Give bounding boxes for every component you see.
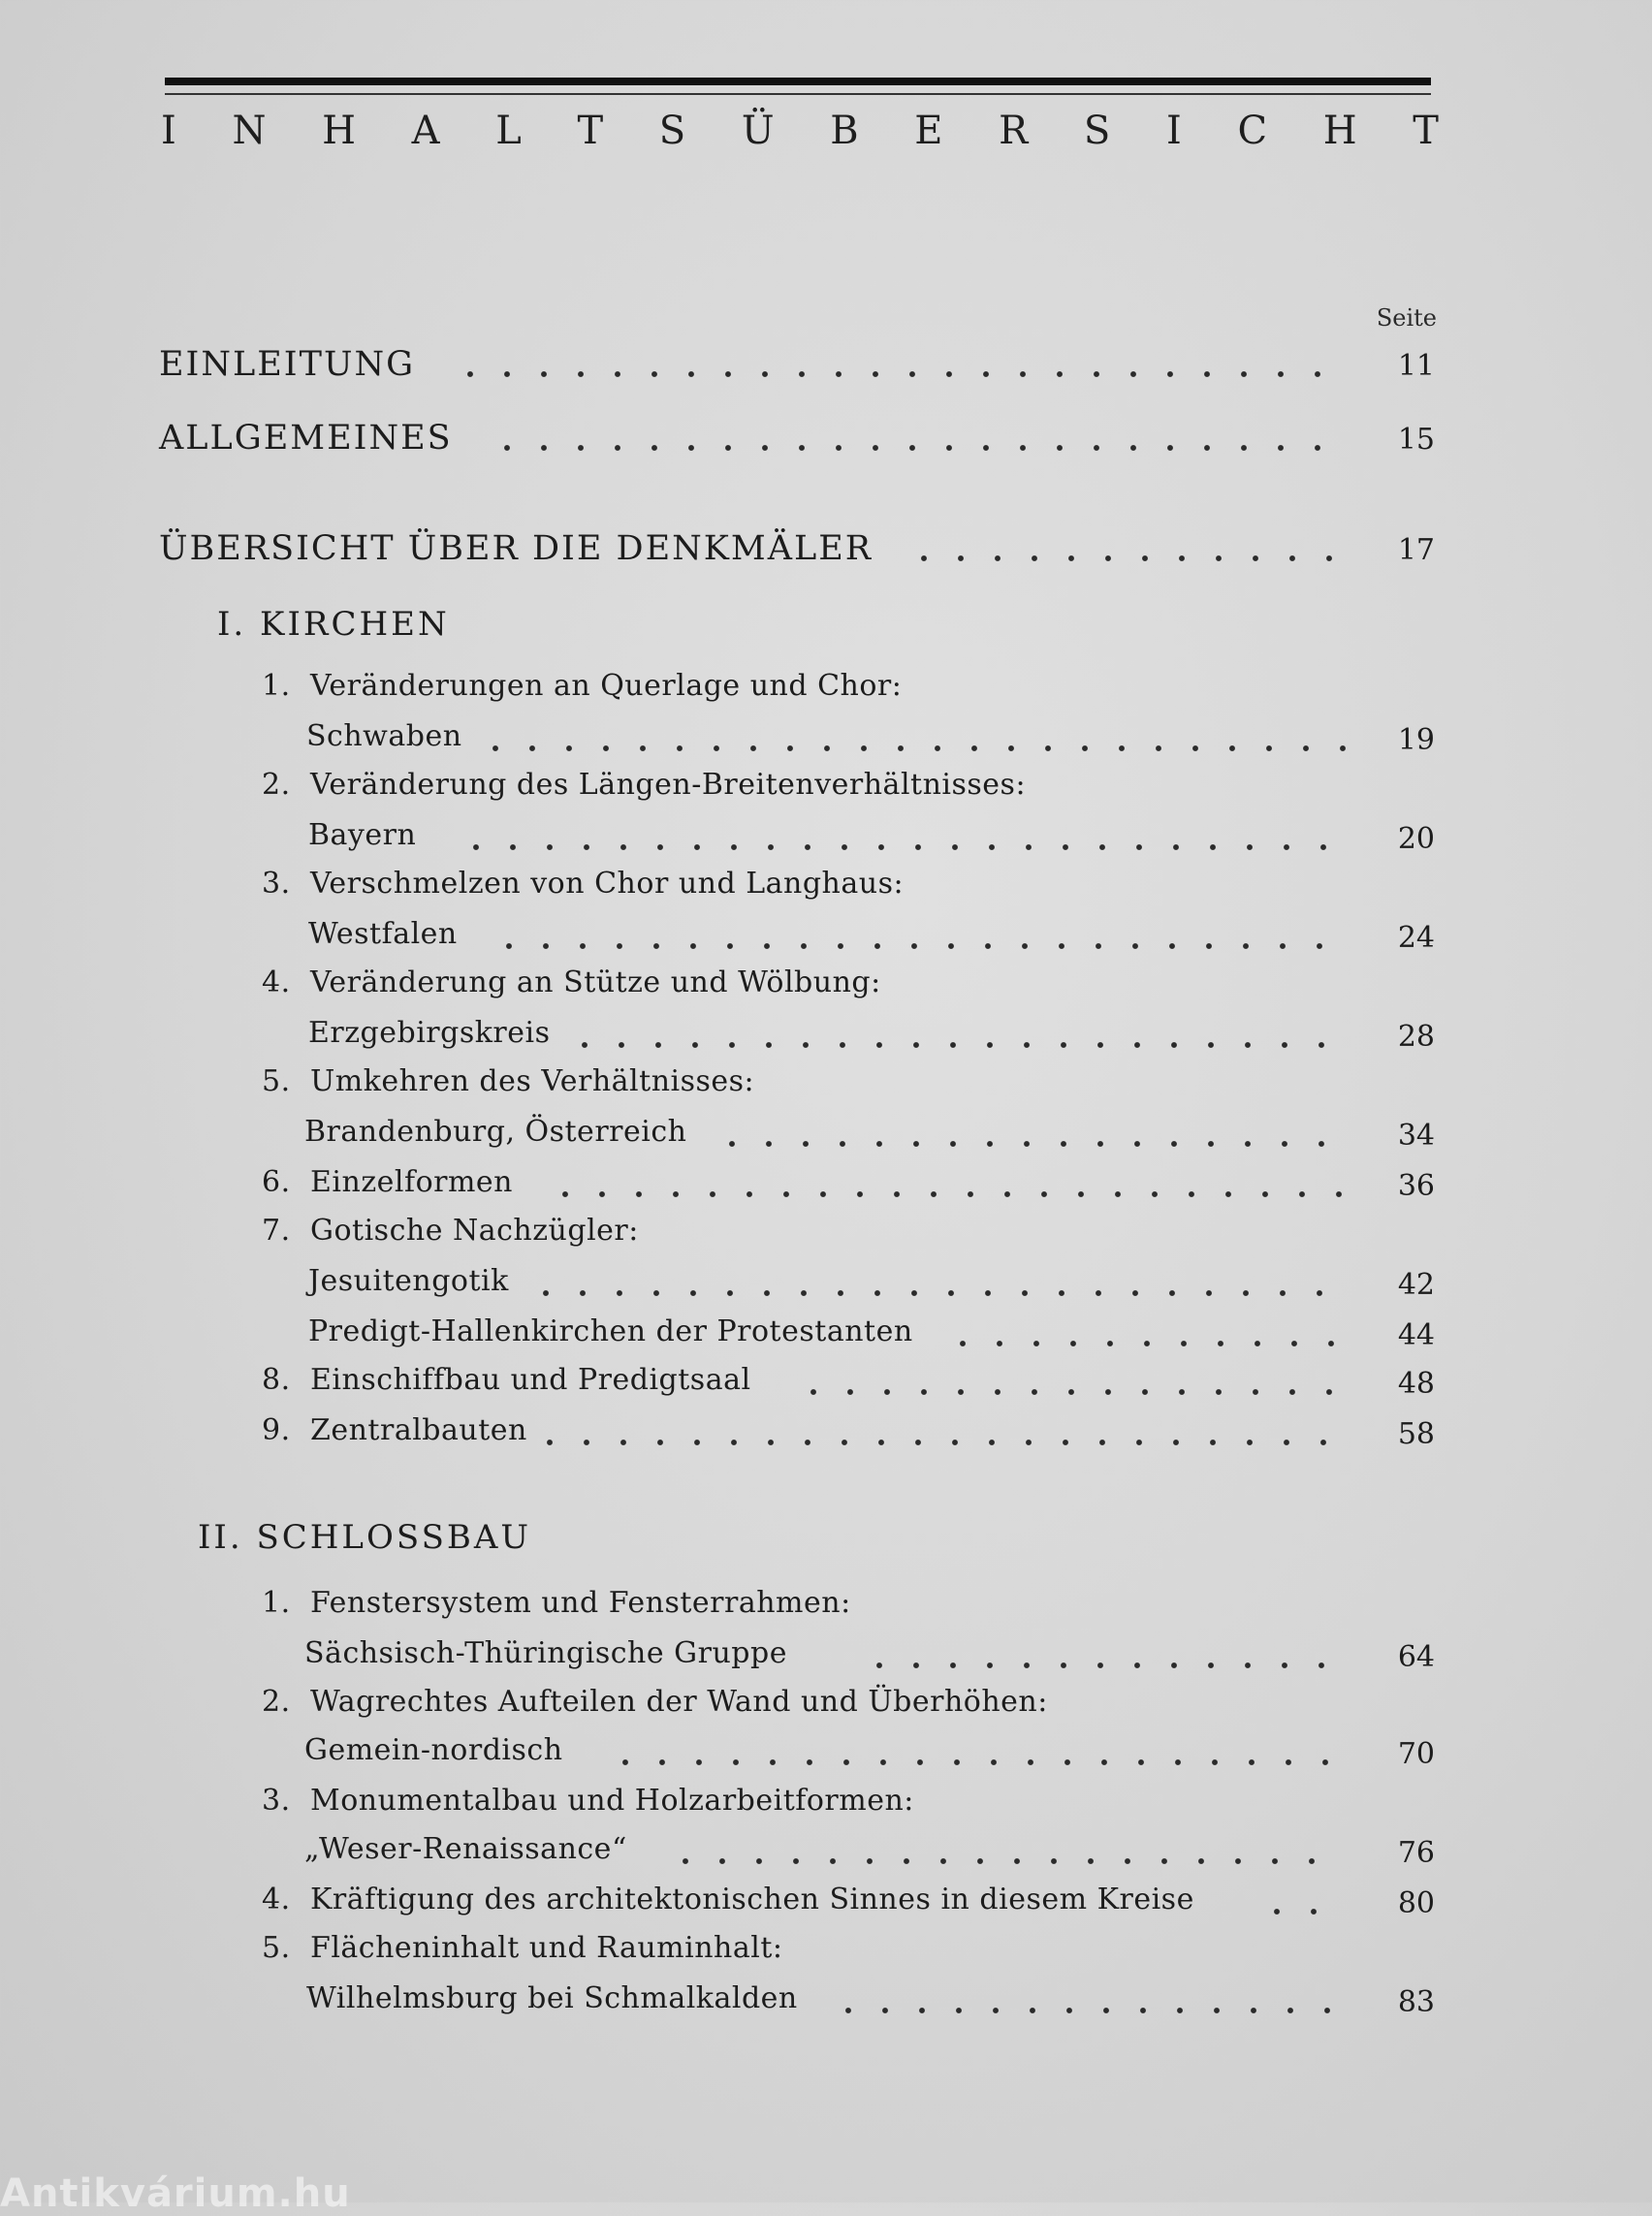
toc-subitem-label: Bayern: [308, 818, 417, 852]
item-number: 9.: [262, 1413, 291, 1447]
toc-item: [0, 1409, 1652, 1458]
item-number: 8.: [262, 1363, 291, 1397]
toc-entry-uebersicht: [0, 525, 1652, 574]
page-number: 76: [1397, 1836, 1435, 1870]
page-number: 70: [1397, 1737, 1435, 1771]
toc-item: [0, 764, 1652, 812]
toc-item-title: [262, 1214, 639, 1248]
title-letter: Ü: [741, 109, 775, 153]
page-number: 15: [1397, 423, 1435, 457]
toc-subitem: [0, 1012, 1652, 1061]
section-heading-schlossbau: II. SCHLOSSBAU: [198, 1518, 532, 1557]
toc-item: [0, 1061, 1652, 1109]
page-number: 28: [1397, 1020, 1435, 1054]
toc-subitem-label: Schwaben: [306, 719, 462, 753]
toc-subitem: [0, 814, 1652, 863]
item-number: 2.: [262, 1685, 291, 1719]
toc-item-title: [262, 1165, 513, 1199]
item-title-text: Umkehren des Verhältnisses:: [310, 1064, 755, 1098]
title-letter: S: [1083, 109, 1111, 153]
item-title-text: Veränderung des Längen-Breitenverhältnisses:: [310, 768, 1027, 802]
toc-subitem: [0, 913, 1652, 962]
item-number: 2.: [262, 768, 291, 802]
toc-item: [0, 1780, 1652, 1828]
toc-subitem: [0, 1632, 1652, 1681]
title-letter: T: [1413, 109, 1439, 153]
toc-subitem: [0, 1978, 1652, 2026]
item-title-text: Flächeninhalt und Rauminhalt:: [310, 1931, 783, 1965]
toc-subitem: [0, 1111, 1652, 1159]
item-number: 1.: [262, 1586, 291, 1620]
toc-item: [0, 1582, 1652, 1630]
page-number: 44: [1397, 1318, 1435, 1352]
header-rule-thick: [165, 78, 1431, 85]
page-number: 20: [1397, 822, 1435, 856]
toc-subitem-label: Gemein-nordisch: [304, 1733, 563, 1767]
leader-dots: [1258, 1902, 1346, 1921]
toc-entry-allgemeines: [0, 415, 1652, 463]
item-number: 4.: [262, 1883, 291, 1916]
toc-subitem-label: Westfalen: [308, 917, 458, 951]
item-title-text: Monumentalbau und Holzarbeitformen:: [310, 1784, 914, 1818]
toc-subitem: [0, 1311, 1652, 1359]
leader-dots: [714, 1134, 1346, 1154]
title-letter: N: [232, 109, 267, 153]
toc-item: [0, 863, 1652, 911]
toc-item: [0, 1879, 1652, 1927]
toc-subitem: [0, 1828, 1652, 1877]
toc-subitem: [0, 1260, 1652, 1309]
title-letter: I: [161, 109, 176, 153]
title-letter: E: [914, 109, 943, 153]
leader-dots: [491, 936, 1346, 956]
page-number: 36: [1397, 1169, 1435, 1203]
toc-item: [0, 1161, 1652, 1210]
leader-dots: [905, 549, 1346, 568]
page-number: 80: [1397, 1886, 1435, 1920]
page-number: 11: [1397, 349, 1435, 383]
title-letter: C: [1237, 109, 1268, 153]
page-number: 19: [1397, 723, 1435, 757]
title-letter: S: [658, 109, 686, 153]
toc-subitem-label: Sächsisch-Thüringische Gruppe: [304, 1636, 787, 1670]
title-letter: L: [495, 109, 522, 153]
title-letter: T: [577, 109, 604, 153]
page-number: 17: [1397, 533, 1435, 567]
item-number: 6.: [262, 1165, 291, 1199]
item-title-text: Kräftigung des architektonischen Sinnes in diesem Kreise: [310, 1883, 1194, 1916]
toc-subitem-label: Erzgebirgskreis: [308, 1016, 551, 1050]
item-title-text: Verschmelzen von Chor und Langhaus:: [310, 867, 905, 901]
leader-dots: [452, 364, 1346, 384]
toc-item-title: [262, 1413, 527, 1447]
toc-item-title: [262, 1685, 1048, 1719]
toc-entry-label: EINLEITUNG: [159, 345, 416, 384]
leader-dots: [944, 1334, 1346, 1353]
leader-dots: [830, 2001, 1346, 2020]
title-letter: B: [830, 109, 859, 153]
leader-dots: [531, 1433, 1346, 1452]
toc-item-title: [262, 1064, 754, 1098]
item-title-text: Veränderungen an Querlage und Chor:: [310, 669, 903, 703]
page-number: 64: [1397, 1640, 1435, 1674]
item-number: 7.: [262, 1214, 291, 1248]
toc-subitem-label: „Weser-Renaissance“: [304, 1832, 627, 1866]
title-letter: A: [411, 109, 440, 153]
page-number: 48: [1397, 1367, 1435, 1401]
page-number: 83: [1397, 1985, 1435, 2019]
toc-item-title: [262, 966, 881, 999]
title-letter: I: [1165, 109, 1182, 153]
leader-dots: [795, 1382, 1346, 1402]
toc-item-title: [262, 1363, 751, 1397]
toc-item: [0, 1359, 1652, 1408]
item-title-text: Einschiffbau und Predigtsaal: [310, 1363, 751, 1397]
page-number: 42: [1397, 1268, 1435, 1302]
toc-entry-label: ALLGEMEINES: [159, 419, 453, 458]
leader-dots: [607, 1753, 1346, 1772]
page-number: 24: [1397, 921, 1435, 955]
leader-dots: [566, 1035, 1346, 1055]
toc-subitem-label: Predigt-Hallenkirchen der Protestanten: [308, 1314, 913, 1348]
item-number: 1.: [262, 669, 291, 703]
toc-item: [0, 1210, 1652, 1258]
title-letter: H: [322, 109, 357, 153]
toc-item-title: [262, 867, 904, 901]
item-title-text: Fenstersystem und Fensterrahmen:: [310, 1586, 851, 1620]
page-number: 34: [1397, 1119, 1435, 1153]
header-rule-thin: [165, 93, 1431, 95]
section-heading-kirchen: I. KIRCHEN: [217, 605, 450, 644]
leader-dots: [547, 1185, 1346, 1204]
toc-subitem: [0, 1729, 1652, 1778]
leader-dots: [527, 1283, 1346, 1303]
leader-dots: [489, 438, 1346, 458]
leader-dots: [667, 1852, 1346, 1871]
item-title-text: Zentralbauten: [310, 1413, 527, 1447]
toc-item-title: [262, 1586, 851, 1620]
item-title-text: Wagrechtes Aufteilen der Wand und Überhöhen:: [310, 1685, 1048, 1719]
item-title-text: Einzelformen: [310, 1165, 513, 1199]
item-number: 4.: [262, 966, 291, 999]
toc-item-title: [262, 1883, 1194, 1916]
toc-item: [0, 962, 1652, 1010]
item-number: 3.: [262, 1784, 291, 1818]
toc-subitem-label: Brandenburg, Österreich: [304, 1115, 687, 1149]
page-column-heading: Seite: [1376, 304, 1437, 332]
item-number: 5.: [262, 1931, 291, 1965]
title-letter: R: [999, 109, 1029, 153]
item-title-text: Gotische Nachzügler:: [310, 1214, 639, 1248]
toc-item-title: [262, 1784, 914, 1818]
toc-subitem-label: Wilhelmsburg bei Schmalkalden: [306, 1981, 798, 2015]
watermark: Antikvárium.hu: [0, 2171, 351, 2216]
toc-item: [0, 665, 1652, 713]
toc-entry-einleitung: [0, 341, 1652, 390]
item-number: 3.: [262, 867, 291, 901]
toc-subitem: [0, 715, 1652, 764]
toc-item: [0, 1927, 1652, 1976]
leader-dots: [861, 1656, 1346, 1675]
page-number: 58: [1397, 1417, 1435, 1451]
toc-entry-label: ÜBERSICHT ÜBER DIE DENKMÄLER: [159, 529, 874, 568]
leader-dots: [477, 739, 1346, 758]
toc-subitem-label: Jesuitengotik: [308, 1264, 509, 1298]
title-letter: H: [1322, 109, 1357, 153]
toc-item-title: [262, 1931, 783, 1965]
toc-item-title: [262, 768, 1026, 802]
page-title: [161, 109, 1439, 153]
item-number: 5.: [262, 1064, 291, 1098]
leader-dots: [458, 838, 1346, 857]
item-title-text: Veränderung an Stütze und Wölbung:: [310, 966, 881, 999]
toc-item-title: [262, 669, 902, 703]
toc-item: [0, 1681, 1652, 1729]
